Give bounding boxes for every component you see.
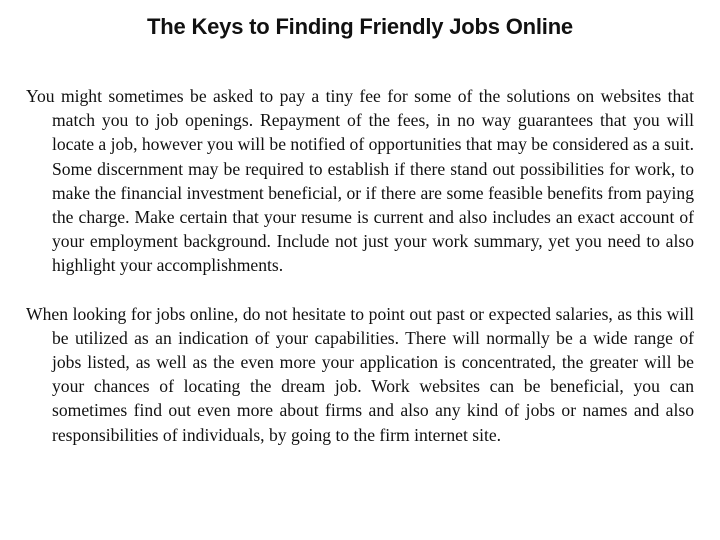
body-paragraph-1: You might sometimes be asked to pay a tiny fee for some of the solutions on websites that match you to job openings. Repayment of the fees, in no way guarantees that you will locate a job, however you will be notified of opportunities that may be considered as a suit. Some discernment may be required to establish if there stand out possibilities for work, to make the financial investment beneficial, or if there are some feasible benefits from paying the charge. Make certain that your resume is current and also includes an exact account of your employment background. Include not just your work summary, yet you need to also highlight your accomplishments. — [26, 86, 695, 276]
slide-body — [26, 84, 694, 471]
slide-title: The Keys to Finding Friendly Jobs Online — [147, 14, 573, 39]
body-paragraph-2: When looking for jobs online, do not hesitate to point out past or expected salaries, as this will be utilized as an indication of your capabilities. There will normally be a wide range of jobs listed, as well as the even more your application is concentrated, the greater will be your chances of locating the dream job. Work websites can be beneficial, you can sometimes find out even more about firms and also any kind of jobs or names and also responsibilities of individuals, by going to the firm internet site. — [26, 303, 694, 445]
